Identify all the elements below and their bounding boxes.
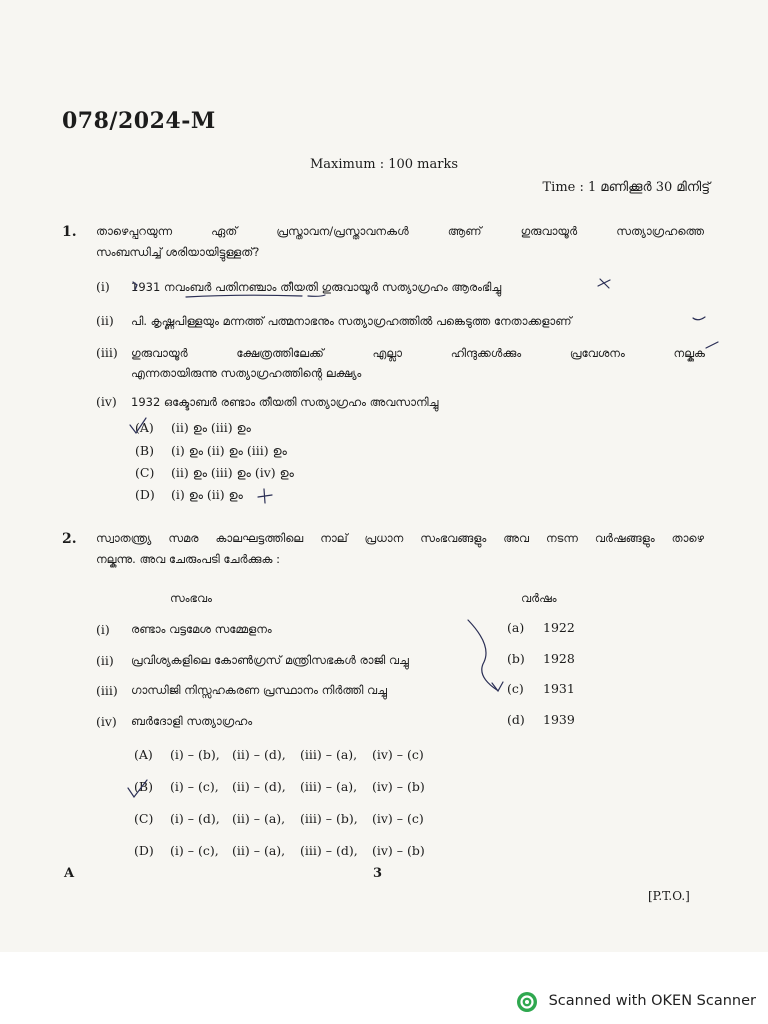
question-2-number: 2.	[62, 531, 77, 547]
q2-year-value: 1939	[543, 712, 575, 727]
q2-year-label: (d)	[507, 712, 525, 727]
q1-statement-num: (iv)	[96, 394, 117, 409]
q2-option-letter: (A)	[134, 747, 153, 762]
q1-option-letter: (C)	[135, 465, 155, 480]
cross-mark-icon	[598, 279, 610, 288]
q2-event-num: (ii)	[96, 653, 114, 668]
column-header-year: വർഷം	[521, 591, 557, 605]
q1-statement-num: (ii)	[96, 313, 114, 328]
q2-option-pair: (iii) – (a),	[300, 779, 358, 794]
q1-option-text: (i) ഉം (ii) ഉം (iii) ഉം	[171, 443, 287, 458]
q2-option-pair: (ii) – (d),	[232, 747, 286, 762]
q2-event-num: (i)	[96, 622, 110, 637]
q1-option-text: (ii) ഉം (iii) ഉം	[171, 420, 251, 435]
q2-option-pair: (iii) – (b),	[300, 811, 358, 826]
q2-option-letter: (B)	[134, 779, 153, 794]
q2-event-text: പ്രവിശ്യകളിലെ കോൺഗ്രസ് മന്ത്രിസഭകൾ രാജി വച്ചു	[131, 653, 409, 667]
underline-mark	[308, 295, 325, 296]
scanner-banner	[0, 952, 768, 1024]
q2-event-text: രണ്ടാം വട്ടമേശ സമ്മേളനം	[131, 622, 272, 636]
q2-option-pair: (iii) – (a),	[300, 747, 358, 762]
q2-option-pair: (iv) – (b)	[372, 779, 425, 794]
q2-year-label: (c)	[507, 681, 524, 696]
q1-statement-text: പി. കൃഷ്ണപിള്ളയും മന്നത്ത് പത്മനാഭനും സത്യാഗ്രഹത്തിൽ പങ്കെടുത്ത നേതാക്കളാണ്	[131, 314, 572, 328]
q2-event-num: (iv)	[96, 714, 117, 729]
please-turn-over: [P.T.O.]	[648, 889, 690, 903]
question-paper-code: 078/2024-M	[62, 108, 216, 134]
q2-year-label: (b)	[507, 651, 525, 666]
match-line-arrow	[468, 620, 497, 690]
q2-option-letter: (D)	[134, 843, 154, 858]
q1-statement-num: (i)	[96, 279, 110, 294]
arrowhead-icon	[492, 682, 503, 691]
underline-mark	[186, 295, 302, 297]
q2-option-pair: (iii) – (d),	[300, 843, 358, 858]
q2-option-pair: (iv) – (c)	[372, 811, 424, 826]
q2-year-value: 1928	[543, 651, 575, 666]
scanner-logo-icon	[516, 991, 538, 1013]
question-2-stem-line2: നല്കുന്നു. അവ ചേരുംപടി ചേർക്കുക :	[96, 552, 281, 566]
question-1-stem-line2: സംബന്ധിച്ച് ശരിയായിട്ടുള്ളത്?	[96, 245, 260, 259]
q1-statement-text: 1932 ഒക്ടോബർ രണ്ടാം തീയതി സത്യാഗ്രഹം അവസാനിച്ചു	[131, 395, 439, 409]
q2-option-letter: (C)	[134, 811, 154, 826]
q2-option-pair: (ii) – (a),	[232, 811, 286, 826]
plus-mark-icon	[258, 489, 272, 503]
q1-option-text: (i) ഉം (ii) ഉം	[171, 487, 243, 502]
question-1-stem-line1: താഴെപ്പറയുന്ന ഏത് പ്രസ്താവന/പ്രസ്താവനകൾ ആണ് ഗുരുവായൂർ സത്യാഗ്രഹത്തെ	[96, 224, 704, 238]
q2-option-pair: (i) – (c),	[170, 779, 219, 794]
q1-option-text: (ii) ഉം (iii) ഉം (iv) ഉം	[171, 465, 294, 480]
question-2-stem-line1: സ്വാതന്ത്ര്യ സമര കാലഘട്ടത്തിലെ നാല് പ്രധാന സംഭവങ്ങളും അവ നടന്ന വർഷങ്ങളും താഴെ	[96, 531, 704, 545]
q2-event-num: (iii)	[96, 683, 118, 698]
tick-mark-icon	[706, 342, 718, 348]
q1-statement-num: (iii)	[96, 345, 118, 360]
q1-statement-text: ഗുരുവായൂർ ക്ഷേത്രത്തിലേക്ക് എല്ലാ ഹിന്ദുക്കൾക്കും പ്രവേശനം നല്കുക	[131, 346, 705, 360]
q2-event-text: ബർദോളി സത്യാഗ്രഹം	[131, 714, 253, 728]
time-allowed: Time : 1 മണിക്കൂർ 30 മിനിട്ട്	[542, 180, 710, 195]
q2-year-label: (a)	[507, 620, 525, 635]
column-header-event: സംഭവം	[170, 591, 212, 605]
page-number: 3	[373, 866, 383, 881]
q2-option-pair: (iv) – (b)	[372, 843, 425, 858]
q2-option-pair: (i) – (b),	[170, 747, 220, 762]
q2-option-pair: (i) – (c),	[170, 843, 219, 858]
series-label: A	[64, 866, 75, 881]
q2-option-pair: (ii) – (d),	[232, 779, 286, 794]
q1-statement-text-cont: എന്നതായിരുന്നു സത്യാഗ്രഹത്തിന്റെ ലക്ഷ്യം	[131, 366, 362, 380]
maximum-marks: Maximum : 100 marks	[310, 157, 459, 172]
scanner-watermark: Scanned with OKEN Scanner	[548, 993, 756, 1009]
q2-event-text: ഗാന്ധിജി നിസ്സഹകരണ പ്രസ്ഥാനം നിർത്തി വച്ചു	[131, 683, 387, 697]
q1-statement-text: 1931 നവംബർ പതിനഞ്ചാം തീയതി ഗുരുവായൂർ സത്യാഗ്രഹം ആരംഭിച്ചു	[131, 280, 502, 294]
q1-option-letter: (B)	[135, 443, 154, 458]
question-1-number: 1.	[62, 224, 77, 240]
q1-option-letter: (D)	[135, 487, 155, 502]
q2-option-pair: (i) – (d),	[170, 811, 220, 826]
tick-mark-icon	[693, 317, 705, 320]
q2-year-value: 1922	[543, 620, 575, 635]
q2-option-pair: (ii) – (a),	[232, 843, 286, 858]
q2-year-value: 1931	[543, 681, 575, 696]
q1-option-letter: (A)	[135, 420, 154, 435]
q2-option-pair: (iv) – (c)	[372, 747, 424, 762]
